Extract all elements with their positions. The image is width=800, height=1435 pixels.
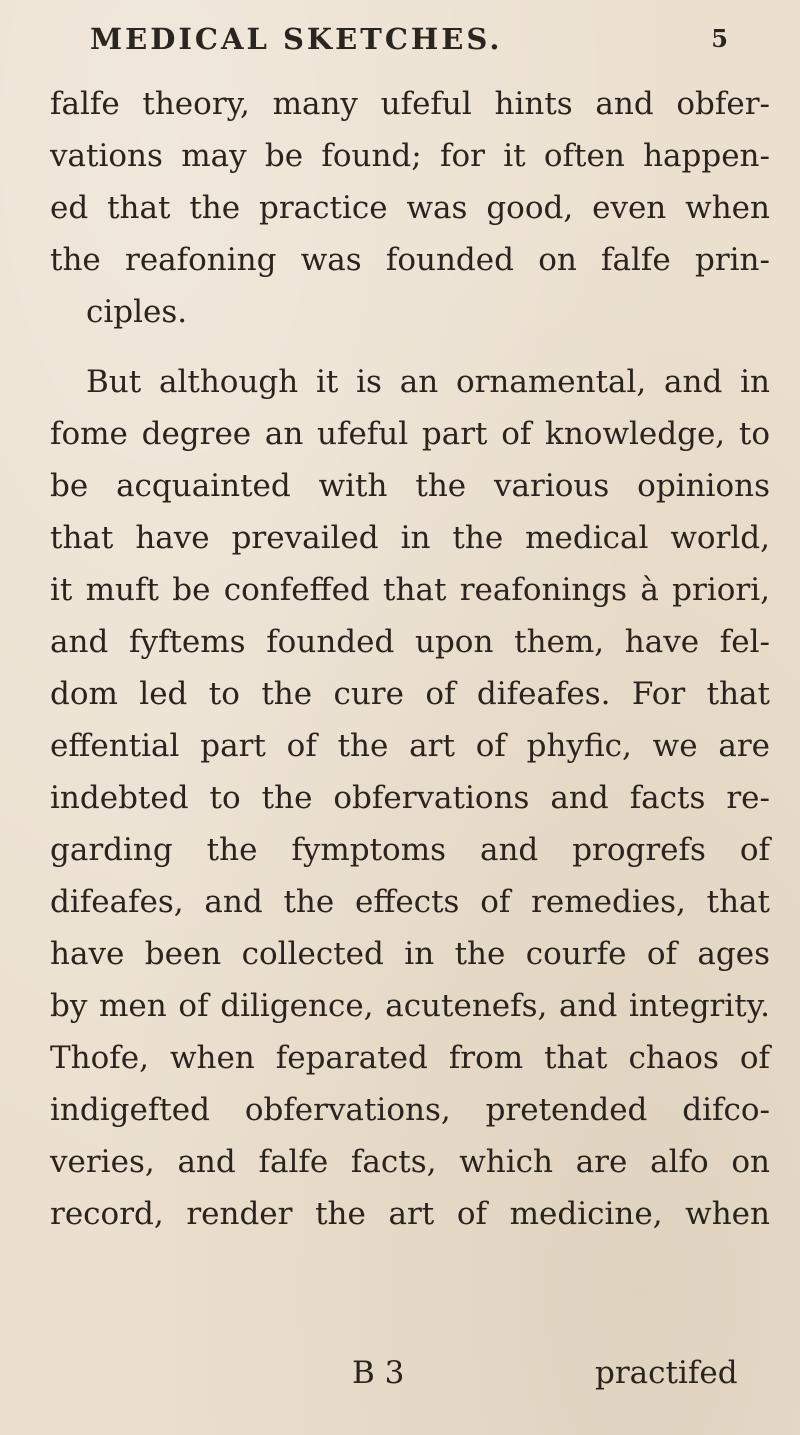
text-line: by men of diligence, acutenefs, and integrity. [50,988,770,1024]
paragraph [50,356,770,1240]
body-text [50,78,770,1240]
catchword: practifed [595,1355,738,1391]
running-title: MEDICAL SKETCHES. [90,22,503,56]
text-line: garding the fymptoms and progrefs of [50,832,770,868]
text-line: and fyftems founded upon them, have fel- [50,624,770,660]
text-line: record, render the art of medicine, when [50,1196,770,1232]
text-line: indebted to the obfervations and facts re- [50,780,770,816]
page-number: 5 [711,24,728,53]
text-line: difeafes, and the effects of remedies, that [50,884,770,920]
paragraph [50,78,770,338]
text-line: falfe theory, many ufeful hints and obfer- [50,86,770,122]
text-line: dom led to the cure of difeafes. For that [50,676,770,712]
text-line: Thofe, when feparated from that chaos of [50,1040,770,1076]
page-header [0,22,800,62]
text-line: that have prevailed in the medical world, [50,520,770,556]
text-line: fome degree an ufeful part of knowledge, to [50,416,770,452]
text-line: But although it is an ornamental, and in [86,364,770,400]
page-footer [0,1347,800,1399]
text-line: ed that the practice was good, even when [50,190,770,226]
text-line: vations may be found; for it often happen- [50,138,770,174]
text-line: ciples. [86,294,188,330]
text-line: veries, and falfe facts, which are alfo on [50,1144,770,1180]
text-line: it muft be confeffed that reafonings à priori, [50,572,770,608]
text-line: effential part of the art of phyfic, we are [50,728,770,764]
text-line: have been collected in the courfe of ages [50,936,770,972]
text-line: indigefted obfervations, pretended difco- [50,1092,770,1128]
text-line: be acquainted with the various opinions [50,468,770,504]
signature-mark: B 3 [352,1355,405,1391]
text-line: the reafoning was founded on falfe prin- [50,242,770,278]
